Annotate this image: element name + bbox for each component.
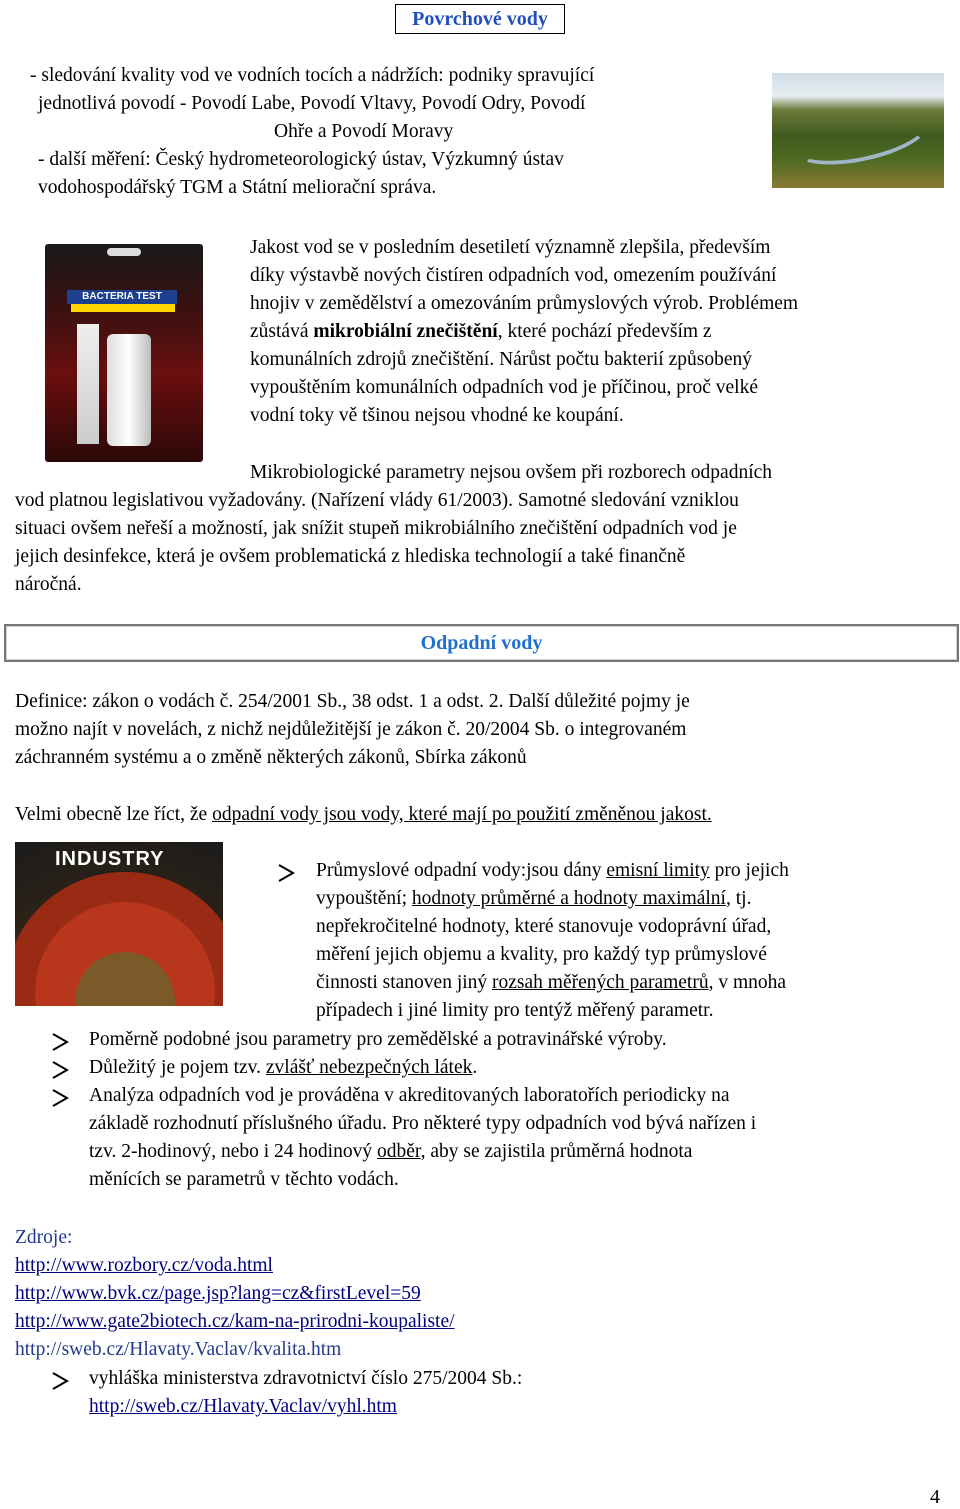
para-text: , které pochází především z [497, 321, 712, 342]
intro-line: - sledování kvality vod ve vodních tocích a nádržích: podniky spravující [30, 65, 595, 86]
arrow-bullet-icon [51, 1060, 69, 1080]
source-bullet-text: vyhláška ministerstva zdravotnictví číslo 275/2004 Sb.: [89, 1368, 523, 1389]
para-line: náročná. [15, 574, 82, 595]
sources-label: Zdroje: [15, 1227, 73, 1248]
bullet-line: měření jejich objemu a kvality, pro každý typ průmyslové [316, 944, 767, 965]
para-line: jejich desinfekce, která je ovšem problematická z hlediska technologií a také finančně [15, 546, 686, 567]
section-title-surface-water [395, 4, 565, 34]
test-bottle [107, 334, 151, 446]
source-plain-url: http://sweb.cz/Hlavaty.Vaclav/kvalita.htm [15, 1339, 342, 1360]
bullet-line: měnících se parametrů v těchto vodách. [89, 1169, 399, 1190]
para-line [250, 318, 712, 346]
bullet-text: činnosti stanoven jiný [316, 972, 493, 993]
bullet-line [316, 885, 751, 913]
para-line: vodní toky vě tšinou nejsou vhodné ke koupání. [250, 405, 624, 426]
parameter-range-term: rozsah měřených parametrů [492, 972, 709, 993]
intro-line: - další měření: Český hydrometeorologický ústav, Výzkumný ústav [38, 149, 564, 170]
industry-image [15, 842, 223, 1006]
sampling-term: odběr [376, 1141, 421, 1162]
industry-image-label: INDUSTRY [55, 848, 165, 870]
para-line: vod platnou legislativou vyžadovány. (Nařízení vlády 61/2003). Samotné sledování vzniklou [15, 490, 739, 511]
bullet-text: vypouštění; [316, 888, 412, 909]
package-label: BACTERIA TEST [67, 290, 177, 304]
bullet-text: Průmyslové odpadní vody:jsou dány [316, 860, 607, 881]
para-text: zůstává [250, 321, 314, 342]
bullet-text: , v mnoha [708, 972, 787, 993]
bullet-agricultural: Poměrně podobné jsou parametry pro zemědělské a potravinářské výroby. [89, 1029, 667, 1050]
bullet-line [316, 857, 789, 885]
general-underlined: odpadní vody jsou vody, které mají po použití změněnou jakost. [212, 804, 712, 825]
intro-line: Ohře a Povodí Moravy [274, 121, 454, 142]
river-shape [789, 99, 934, 175]
bullet-line [316, 969, 786, 997]
section-banner-waste-water [4, 624, 959, 662]
para-line: Mikrobiologické parametry nejsou ovšem při rozborech odpadních [250, 462, 773, 483]
arrow-bullet-icon [51, 1371, 69, 1391]
arrow-bullet-icon [51, 1088, 69, 1108]
bacteria-test-image [45, 244, 203, 462]
para-line: Jakost vod se v posledním desetiletí významně zlepšila, především [250, 237, 771, 258]
microbial-pollution-term: mikrobiální znečištění [313, 321, 498, 342]
bullet-text: , tj. [725, 888, 752, 909]
section-title-text: Povrchové vody [412, 8, 548, 30]
bullet-line: základě rozhodnutí příslušného úřadu. Pro některé typy odpadních vod bývá nařízen i [89, 1113, 757, 1134]
bullet-line: Analýza odpadních vod je prováděna v akreditovaných laboratořích periodicky na [89, 1085, 730, 1106]
intro-line: jednotlivá povodí - Povodí Labe, Povodí Vltavy, Povodí Odry, Povodí [38, 93, 586, 114]
bullet-text: . [472, 1057, 478, 1078]
bullet-dangerous-substances [89, 1054, 477, 1082]
source-link[interactable]: http://sweb.cz/Hlavaty.Vaclav/vyhl.htm [89, 1396, 397, 1417]
bullet-line: případech i jiné limity pro tentýž měřený parametr. [316, 1000, 714, 1021]
general-statement [15, 801, 712, 829]
source-link[interactable]: http://www.rozbory.cz/voda.html [15, 1255, 273, 1276]
emission-limits-term: emisní limity [606, 860, 710, 881]
bullet-text: pro jejich [709, 860, 789, 881]
bullet-line: nepřekročitelné hodnoty, které stanovuje vodoprávní úřad, [316, 916, 772, 937]
bullet-text: , aby se zajistila průměrná hodnota [420, 1141, 693, 1162]
page-number: 4 [930, 1486, 940, 1508]
values-term: hodnoty průměrné a hodnoty maximální [411, 888, 726, 909]
bullet-line [89, 1138, 692, 1166]
intro-line: vodohospodářský TGM a Státní meliorační správa. [38, 177, 437, 198]
package-hanger [107, 248, 141, 256]
def-line: Definice: zákon o vodách č. 254/2001 Sb., 38 odst. 1 a odst. 2. Další důležité pojmy je [15, 691, 690, 712]
def-line: záchranném systému a o změně některých zákonů, Sbírka zákonů [15, 747, 527, 768]
para-line: vypouštěním komunálních odpadních vod je příčinou, proč velké [250, 377, 758, 398]
section-banner-title: Odpadní vody [420, 632, 543, 654]
para-line: komunálních zdrojů znečištění. Nárůst počtu bakterií způsobený [250, 349, 752, 370]
para-line: situaci ovšem neřeší a možností, jak snížit stupeň mikrobiálního znečištění odpadních vod je [15, 518, 737, 539]
source-link[interactable]: http://www.bvk.cz/page.jsp?lang=cz&firstLevel=59 [15, 1283, 421, 1304]
source-link[interactable]: http://www.gate2biotech.cz/kam-na-prirodni-koupaliste/ [15, 1311, 455, 1332]
bullet-text: Důležitý je pojem tzv. [89, 1057, 266, 1078]
general-text: Velmi obecně lze říct, že [15, 804, 213, 825]
arrow-bullet-icon [51, 1032, 69, 1052]
para-line: hnojiv v zemědělství a omezováním průmyslových výrob. Problémem [250, 293, 799, 314]
arrow-bullet-icon [277, 863, 295, 883]
def-line: možno najít v novelách, z nichž nejdůležitější je zákon č. 20/2004 Sb. o integrovaném [15, 719, 687, 740]
river-landscape-image [772, 73, 944, 188]
test-strip [77, 324, 99, 444]
bullet-text: tzv. 2-hodinový, nebo i 24 hodinový [89, 1141, 377, 1162]
para-line: díky výstavbě nových čistíren odpadních vod, omezením používání [250, 265, 777, 286]
dangerous-substances-term: zvlášť nebezpečných látek [265, 1057, 473, 1078]
package-stripe [71, 304, 175, 312]
